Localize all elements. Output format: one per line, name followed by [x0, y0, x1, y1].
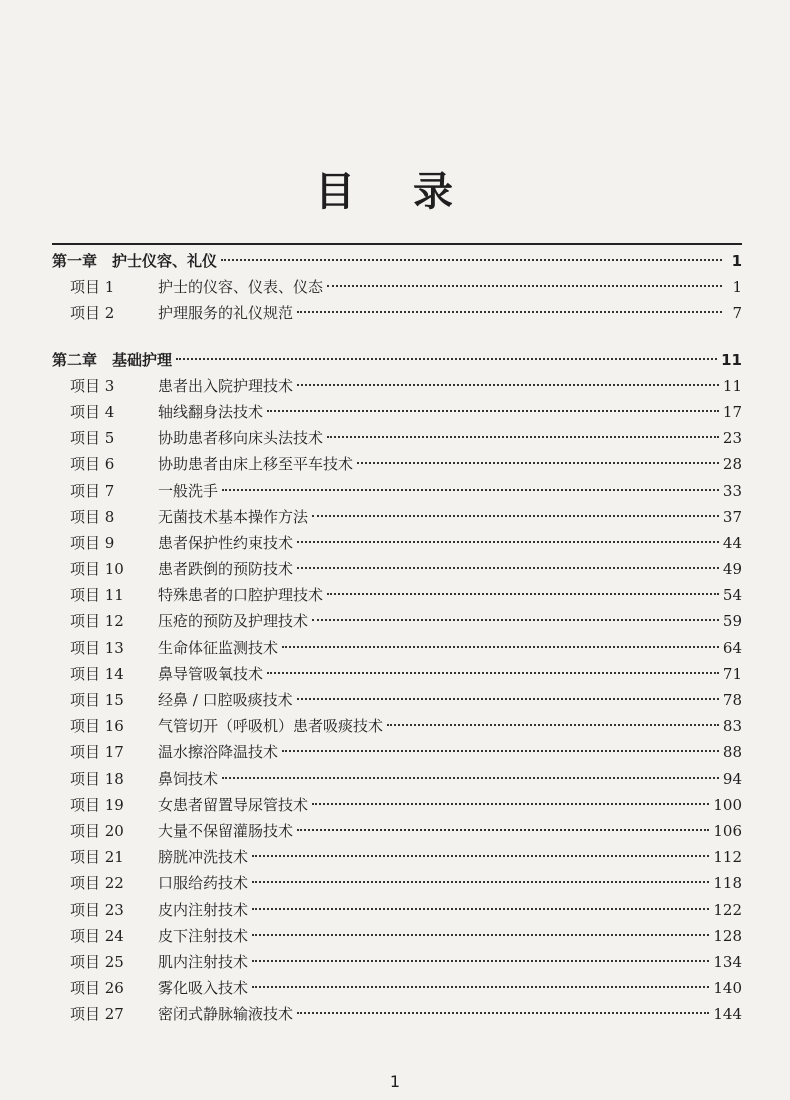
dot-leader: [297, 698, 719, 700]
toc-page-number: 144: [713, 1005, 742, 1024]
toc-item-row[interactable]: [52, 274, 742, 300]
toc-item-number: 项目 24: [70, 926, 124, 945]
toc-entry-title: 女患者留置导尿管技术: [158, 795, 309, 814]
toc-item-number: 项目 19: [70, 795, 124, 814]
toc-entry-title: 鼻饲技术: [158, 769, 219, 788]
toc-item-number: 项目 22: [70, 874, 124, 893]
toc-entry-label: [52, 399, 263, 425]
toc-entry-title: 肌内注射技术: [158, 952, 249, 971]
toc-item-number: 项目 20: [70, 821, 124, 840]
toc-entry-label: [52, 975, 248, 1001]
toc-entry-label: [52, 300, 293, 326]
toc-entry-title: 患者跌倒的预防技术: [158, 560, 294, 579]
toc-page-number: 28: [722, 455, 742, 474]
toc-item-row[interactable]: [52, 713, 742, 739]
dot-leader: [282, 646, 719, 648]
dot-leader: [297, 567, 719, 569]
toc-entry-title: 气管切开（呼吸机）患者吸痰技术: [158, 717, 384, 736]
dot-leader: [357, 462, 719, 464]
toc-item-row[interactable]: [52, 504, 742, 530]
toc-entry-title: 一般洗手: [158, 481, 219, 500]
toc-item-number: 项目 23: [70, 900, 124, 919]
toc-entry-title: 患者保护性约束技术: [158, 533, 294, 552]
dot-leader: [222, 777, 719, 779]
toc-entry-title: 口服给药技术: [158, 874, 249, 893]
dot-leader: [327, 436, 719, 438]
dot-leader: [221, 259, 722, 261]
toc-page-number: 106: [713, 821, 742, 840]
dot-leader: [252, 960, 709, 962]
toc-entry-label: [52, 478, 218, 504]
toc-entry-label: [52, 766, 218, 792]
toc-item-row[interactable]: [52, 451, 742, 477]
toc-item-number: 项目 2: [70, 304, 115, 323]
toc-entry-label: [52, 504, 308, 530]
dot-leader: [176, 358, 717, 360]
toc-entry-title: 患者出入院护理技术: [158, 376, 294, 395]
toc-entry-label: [52, 949, 248, 975]
dot-leader: [387, 724, 719, 726]
dot-leader: [297, 1012, 709, 1014]
toc-item-number: 项目 5: [70, 429, 115, 448]
dot-leader: [252, 908, 709, 910]
toc-entry-label: [52, 347, 172, 373]
toc-entry-label: [52, 556, 293, 582]
dot-leader: [267, 672, 719, 674]
toc-item-row[interactable]: [52, 739, 742, 765]
page-number: 1: [389, 1072, 401, 1091]
toc-page-number: 33: [722, 481, 742, 500]
toc-item-number: 项目 18: [70, 769, 124, 788]
toc-page-number: 49: [722, 560, 742, 579]
toc-item-number: 项目 15: [70, 691, 124, 709]
toc-entry-label: [52, 530, 293, 556]
toc-item-number: 项目 6: [70, 455, 115, 474]
toc-page-number: 118: [713, 874, 742, 893]
toc-page-number: 88: [722, 743, 742, 762]
toc-entry-label: [52, 897, 248, 923]
toc-item-row[interactable]: [52, 792, 742, 818]
toc-item-row[interactable]: [52, 608, 742, 634]
toc-entry-title: 护士的仪容、仪表、仪态: [158, 278, 324, 297]
toc-entry-title: 轴线翻身法技术: [158, 402, 264, 421]
toc-entry-label: [52, 739, 278, 765]
toc-item-number: 项目 16: [70, 717, 124, 736]
toc-entry-label: [52, 1001, 293, 1027]
toc-entry-label: [52, 274, 323, 300]
toc-entry-label: [52, 661, 263, 687]
toc-entry-title: 特殊患者的口腔护理技术: [158, 586, 324, 605]
toc-entry-label: [52, 870, 248, 896]
toc-item-row[interactable]: [52, 844, 742, 870]
toc-item-row[interactable]: [52, 582, 742, 608]
toc-page-number: 78: [722, 691, 742, 709]
toc-item-number: 项目 21: [70, 848, 124, 867]
toc-item-number: 项目 11: [70, 586, 124, 605]
toc-page-number: 100: [713, 795, 742, 814]
toc-page-number: 71: [722, 664, 742, 683]
toc-entry-label: [52, 923, 248, 949]
toc-entry-label: [52, 687, 293, 713]
toc-page-number: 1: [731, 252, 742, 270]
toc-item-number: 项目 7: [70, 481, 115, 500]
toc-item-row[interactable]: [52, 373, 742, 399]
toc-entry-title: 生命体征监测技术: [158, 638, 279, 657]
toc-item-row[interactable]: [52, 635, 742, 661]
toc-entry-title: 温水擦浴降温技术: [158, 743, 279, 762]
dot-leader: [252, 986, 709, 988]
table-of-contents: [52, 248, 742, 1027]
toc-entry-title: 无菌技术基本操作方法: [158, 507, 309, 526]
toc-page-number: 140: [713, 979, 742, 998]
toc-page-number: 44: [722, 533, 742, 552]
toc-page-number: 122: [713, 900, 742, 919]
toc-item-row[interactable]: [52, 1001, 742, 1027]
toc-entry-title: 第一章 护士仪容、礼仪: [52, 252, 218, 270]
toc-item-row[interactable]: [52, 897, 742, 923]
toc-entry-label: [52, 451, 353, 477]
toc-entry-label: [52, 635, 278, 661]
toc-entry-title: 膀胱冲洗技术: [158, 848, 249, 867]
toc-item-row[interactable]: [52, 425, 742, 451]
toc-entry-title: 协助患者由床上移至平车技术: [158, 455, 354, 474]
toc-entry-title: 雾化吸入技术: [158, 979, 249, 998]
toc-page-number: 134: [713, 952, 742, 971]
dot-leader: [267, 410, 719, 412]
toc-item-number: 项目 13: [70, 638, 124, 657]
toc-page-number: 83: [722, 717, 742, 736]
toc-entry-title: 护理服务的礼仪规范: [158, 304, 294, 323]
dot-leader: [282, 750, 719, 752]
toc-item-row[interactable]: [52, 300, 742, 326]
toc-item-number: 项目 12: [70, 612, 124, 631]
toc-entry-label: [52, 248, 217, 274]
dot-leader: [297, 311, 722, 313]
toc-page-number: 7: [732, 304, 742, 323]
dot-leader: [297, 541, 719, 543]
toc-entry-label: [52, 713, 383, 739]
toc-entry-title: 经鼻 / 口腔吸痰技术: [158, 691, 293, 709]
toc-item-number: 项目 4: [70, 402, 115, 421]
toc-item-row[interactable]: [52, 975, 742, 1001]
toc-chapter-row[interactable]: [52, 347, 742, 373]
dot-leader: [312, 619, 719, 621]
toc-item-row[interactable]: [52, 870, 742, 896]
toc-item-number: 项目 14: [70, 664, 124, 683]
toc-entry-title: 皮内注射技术: [158, 900, 249, 919]
toc-item-row[interactable]: [52, 923, 742, 949]
toc-chapter-row[interactable]: [52, 248, 742, 274]
toc-page-number: 128: [713, 926, 742, 945]
dot-leader: [297, 384, 719, 386]
toc-page-number: 1: [732, 278, 742, 297]
page-title: 目 录: [315, 169, 475, 215]
title-divider: [52, 243, 742, 245]
toc-item-number: 项目 27: [70, 1005, 124, 1024]
toc-entry-label: [52, 792, 308, 818]
toc-page-number: 112: [713, 848, 742, 867]
toc-item-row[interactable]: [52, 818, 742, 844]
toc-page-number: 94: [722, 769, 742, 788]
toc-item-number: 项目 17: [70, 743, 124, 762]
dot-leader: [327, 593, 719, 595]
dot-leader: [297, 829, 709, 831]
toc-page-number: 64: [722, 638, 742, 657]
toc-item-row[interactable]: [52, 530, 742, 556]
toc-entry-label: [52, 373, 293, 399]
toc-item-number: 项目 10: [70, 560, 124, 579]
toc-entry-title: 密闭式静脉输液技术: [158, 1005, 294, 1024]
toc-item-number: 项目 8: [70, 507, 115, 526]
dot-leader: [252, 855, 709, 857]
toc-item-number: 项目 1: [70, 278, 115, 297]
toc-entry-title: 鼻导管吸氧技术: [158, 664, 264, 683]
toc-entry-title: 压疮的预防及护理技术: [158, 612, 309, 631]
dot-leader: [252, 934, 709, 936]
toc-page-number: 54: [722, 586, 742, 605]
dot-leader: [327, 285, 722, 287]
dot-leader: [252, 881, 709, 883]
dot-leader: [312, 515, 719, 517]
toc-entry-title: 协助患者移向床头法技术: [158, 429, 324, 448]
toc-item-number: 项目 26: [70, 979, 124, 998]
toc-entry-title: 大量不保留灌肠技术: [158, 821, 294, 840]
toc-item-number: 项目 25: [70, 952, 124, 971]
toc-page-number: 59: [722, 612, 742, 631]
toc-item-number: 项目 3: [70, 376, 115, 395]
toc-page-number: 37: [722, 507, 742, 526]
toc-item-row[interactable]: [52, 478, 742, 504]
toc-entry-label: [52, 608, 308, 634]
toc-entry-label: [52, 818, 293, 844]
toc-item-number: 项目 9: [70, 533, 115, 552]
toc-item-row[interactable]: [52, 687, 742, 713]
toc-item-row[interactable]: [52, 949, 742, 975]
toc-entry-title: 第二章 基础护理: [52, 350, 173, 369]
toc-item-row[interactable]: [52, 399, 742, 425]
toc-page-number: 17: [722, 402, 742, 421]
toc-entry-label: [52, 425, 323, 451]
dot-leader: [222, 489, 719, 491]
toc-item-row[interactable]: [52, 766, 742, 792]
dot-leader: [312, 803, 709, 805]
toc-entry-title: 皮下注射技术: [158, 926, 249, 945]
toc-page-number: 23: [722, 429, 742, 448]
toc-entry-label: [52, 582, 323, 608]
toc-item-row[interactable]: [52, 556, 742, 582]
toc-entry-label: [52, 844, 248, 870]
toc-item-row[interactable]: [52, 661, 742, 687]
toc-page-number: 11: [721, 350, 742, 369]
toc-page-number: 11: [722, 376, 742, 395]
